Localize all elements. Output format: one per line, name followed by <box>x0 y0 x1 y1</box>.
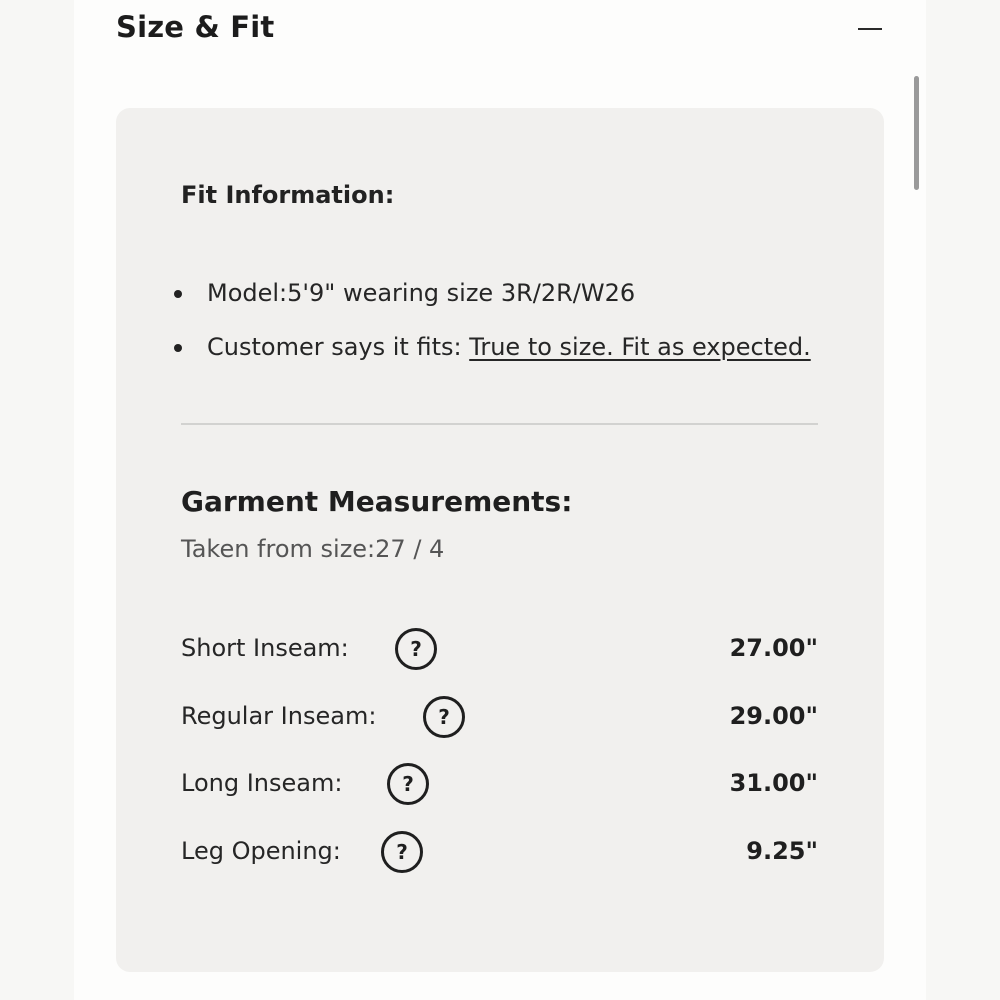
minus-icon <box>858 28 882 30</box>
fit-information-heading: Fit Information: <box>181 181 395 209</box>
help-question-icon[interactable]: ? <box>381 831 423 873</box>
measurement-row-regular-inseam <box>181 696 818 740</box>
fit-item-text: Model:5'9" wearing size 3R/2R/W26 <box>207 279 636 307</box>
bullet-dot-icon <box>174 290 182 298</box>
fit-item-text: Customer says it fits: <box>207 333 470 361</box>
measurement-row-short-inseam <box>181 628 818 672</box>
measurement-value: 9.25" <box>746 837 818 865</box>
size-fit-card <box>116 108 884 972</box>
help-question-icon[interactable]: ? <box>395 628 437 670</box>
measurement-label: Leg Opening: <box>181 837 341 865</box>
garment-measurements-subtitle: Taken from size:27 / 4 <box>181 535 445 563</box>
section-title: Size & Fit <box>116 10 275 44</box>
fit-reviews-link[interactable]: True to size. Fit as expected. <box>469 333 811 361</box>
measurement-row-long-inseam <box>181 763 818 807</box>
collapse-minus-icon[interactable] <box>854 14 888 44</box>
measurement-value: 29.00" <box>729 702 818 730</box>
measurement-row-leg-opening <box>181 831 818 875</box>
measurement-label: Short Inseam: <box>181 634 349 662</box>
fit-information-list <box>174 276 854 384</box>
garment-measurements-heading: Garment Measurements: <box>181 485 573 518</box>
fit-item-model <box>174 276 854 330</box>
product-detail-panel <box>74 0 926 1000</box>
measurement-label: Regular Inseam: <box>181 702 377 730</box>
fit-item-customer <box>174 330 854 384</box>
measurement-value: 31.00" <box>729 769 818 797</box>
help-question-icon[interactable]: ? <box>423 696 465 738</box>
measurement-value: 27.00" <box>729 634 818 662</box>
help-question-icon[interactable]: ? <box>387 763 429 805</box>
scrollbar-thumb[interactable] <box>914 76 919 190</box>
measurement-label: Long Inseam: <box>181 769 343 797</box>
size-fit-header[interactable] <box>116 0 888 60</box>
divider <box>181 423 818 425</box>
bullet-dot-icon <box>174 344 182 352</box>
